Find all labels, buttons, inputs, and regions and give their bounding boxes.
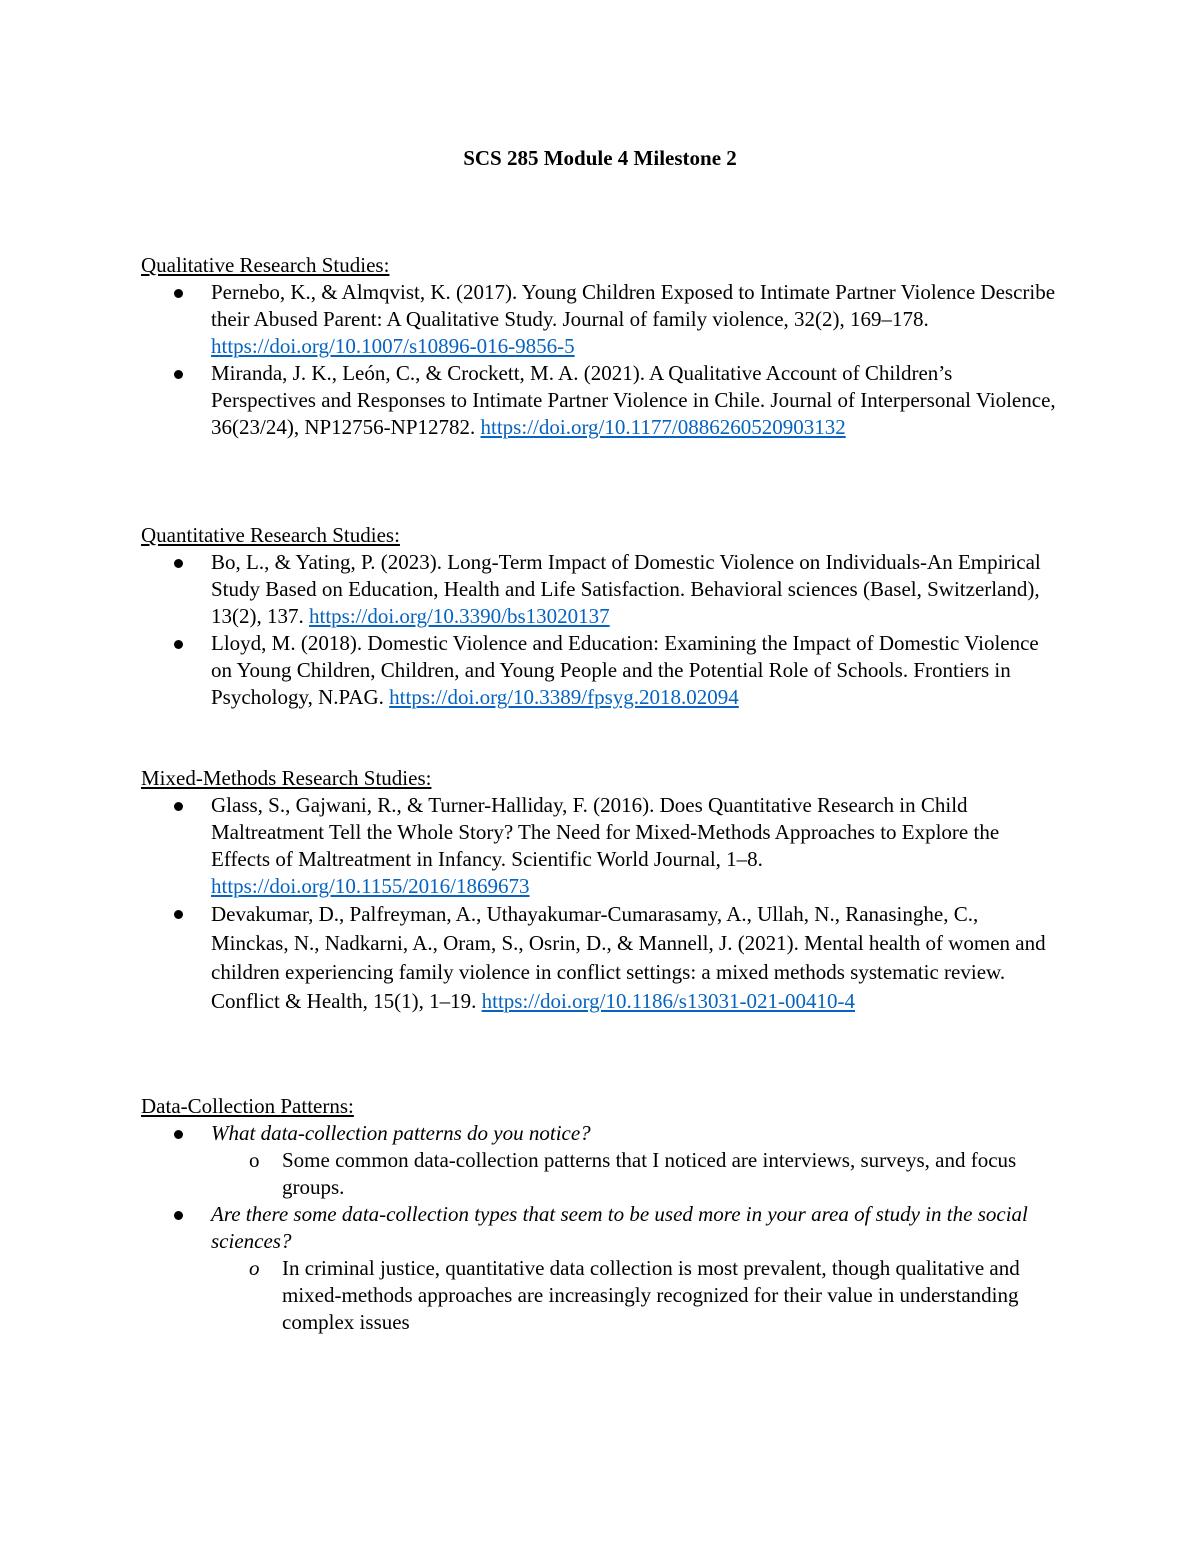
section-heading: Qualitative Research Studies: bbox=[141, 253, 390, 277]
reference-text: Glass, S., Gajwani, R., & Turner-Halliday, F. (2016). Does Quantitative Research in Child Maltreatment Tell the Whole Story? The Need for Mixed-Methods Approaches to Explore the Effects of Maltreatment in Infancy. Scientific World Journal, 1–8. bbox=[211, 793, 1000, 871]
sub-bullet-icon: o bbox=[249, 1148, 260, 1172]
doi-link[interactable]: https://doi.org/10.3390/bs13020137 bbox=[309, 604, 610, 628]
section-heading: Mixed-Methods Research Studies: bbox=[141, 766, 432, 790]
section-data-collection bbox=[141, 1093, 1061, 1336]
doi-link[interactable]: https://doi.org/10.1177/0886260520903132 bbox=[480, 415, 846, 439]
section-mixed-methods bbox=[141, 765, 1061, 1016]
reference-item bbox=[141, 792, 1061, 900]
question-item bbox=[141, 1120, 1061, 1147]
question-text: Are there some data-collection types that seem to be used more in your area of study in the social sciences? bbox=[211, 1202, 1028, 1253]
bullet-icon bbox=[174, 1211, 183, 1220]
reference-text: Bo, L., & Yating, P. (2023). Long-Term Impact of Domestic Violence on Individuals-An Empirical Study Based on Education, Health and Life Satisfaction. Behavioral sciences (Basel, Switzerland), 13(2), 137. bbox=[211, 550, 1041, 628]
section-heading: Quantitative Research Studies: bbox=[141, 523, 400, 547]
reference-item bbox=[141, 279, 1061, 360]
answer-text: Some common data-collection patterns that I noticed are interviews, surveys, and focus groups. bbox=[282, 1148, 1017, 1199]
question-text: What data-collection patterns do you notice? bbox=[211, 1121, 591, 1145]
bullet-icon bbox=[174, 1130, 183, 1139]
bullet-icon bbox=[174, 640, 183, 649]
bullet-icon bbox=[174, 910, 183, 919]
doi-link[interactable]: https://doi.org/10.1186/s13031-021-00410-4 bbox=[481, 989, 855, 1013]
bullet-icon bbox=[174, 289, 183, 298]
reference-text: Miranda, J. K., León, C., & Crockett, M. A. (2021). A Qualitative Account of Children’s Perspectives and Responses to Intimate Partner Violence in Chile. Journal of Interpersonal Violence, 36(23/24), NP12756-NP12782. bbox=[211, 361, 1056, 439]
answer-text: In criminal justice, quantitative data collection is most prevalent, though qualitative and mixed-methods approaches are increasingly recognized for their value in understanding complex issues bbox=[282, 1256, 1020, 1334]
reference-text: Lloyd, M. (2018). Domestic Violence and Education: Examining the Impact of Domestic Violence on Young Children, Children, and Young People and the Potential Role of Schools. Frontiers in Psychology, N.PAG. bbox=[211, 631, 1039, 709]
doi-link[interactable]: https://doi.org/10.3389/fpsyg.2018.02094 bbox=[389, 685, 739, 709]
bullet-icon bbox=[174, 802, 183, 811]
question-item bbox=[141, 1201, 1061, 1255]
doi-link[interactable]: https://doi.org/10.1155/2016/1869673 bbox=[211, 874, 530, 898]
reference-item bbox=[141, 549, 1061, 630]
page-title: SCS 285 Module 4 Milestone 2 bbox=[463, 146, 737, 170]
answer-item bbox=[141, 1147, 1061, 1201]
reference-list bbox=[141, 792, 1061, 1016]
reference-text: Pernebo, K., & Almqvist, K. (2017). Young Children Exposed to Intimate Partner Violence Describe their Abused Parent: A Qualitative Study. Journal of family violence, 32(2), 169–178. bbox=[211, 280, 1056, 331]
sub-bullet-icon: o bbox=[249, 1256, 260, 1280]
section-heading: Data-Collection Patterns: bbox=[141, 1094, 354, 1118]
reference-list bbox=[141, 549, 1061, 711]
question-list bbox=[141, 1120, 1061, 1336]
section-qualitative bbox=[141, 252, 1061, 441]
doi-link[interactable]: https://doi.org/10.1007/s10896-016-9856-5 bbox=[211, 334, 575, 358]
reference-item bbox=[141, 630, 1061, 711]
bullet-icon bbox=[174, 370, 183, 379]
reference-item bbox=[141, 360, 1061, 441]
section-quantitative bbox=[141, 522, 1061, 711]
bullet-icon bbox=[174, 559, 183, 568]
reference-item bbox=[141, 900, 1061, 1016]
reference-list bbox=[141, 279, 1061, 441]
answer-item bbox=[141, 1255, 1061, 1336]
reference-text: Devakumar, D., Palfreyman, A., Uthayakumar-Cumarasamy, A., Ullah, N., Ranasinghe, C., Minckas, N., Nadkarni, A., Oram, S., Osrin, D., & Mannell, J. (2021). Mental health of women and children experiencing family violence in conflict settings: a mixed methods systematic review. Conflict & Health, 15(1), 1–19. bbox=[211, 902, 1046, 1013]
